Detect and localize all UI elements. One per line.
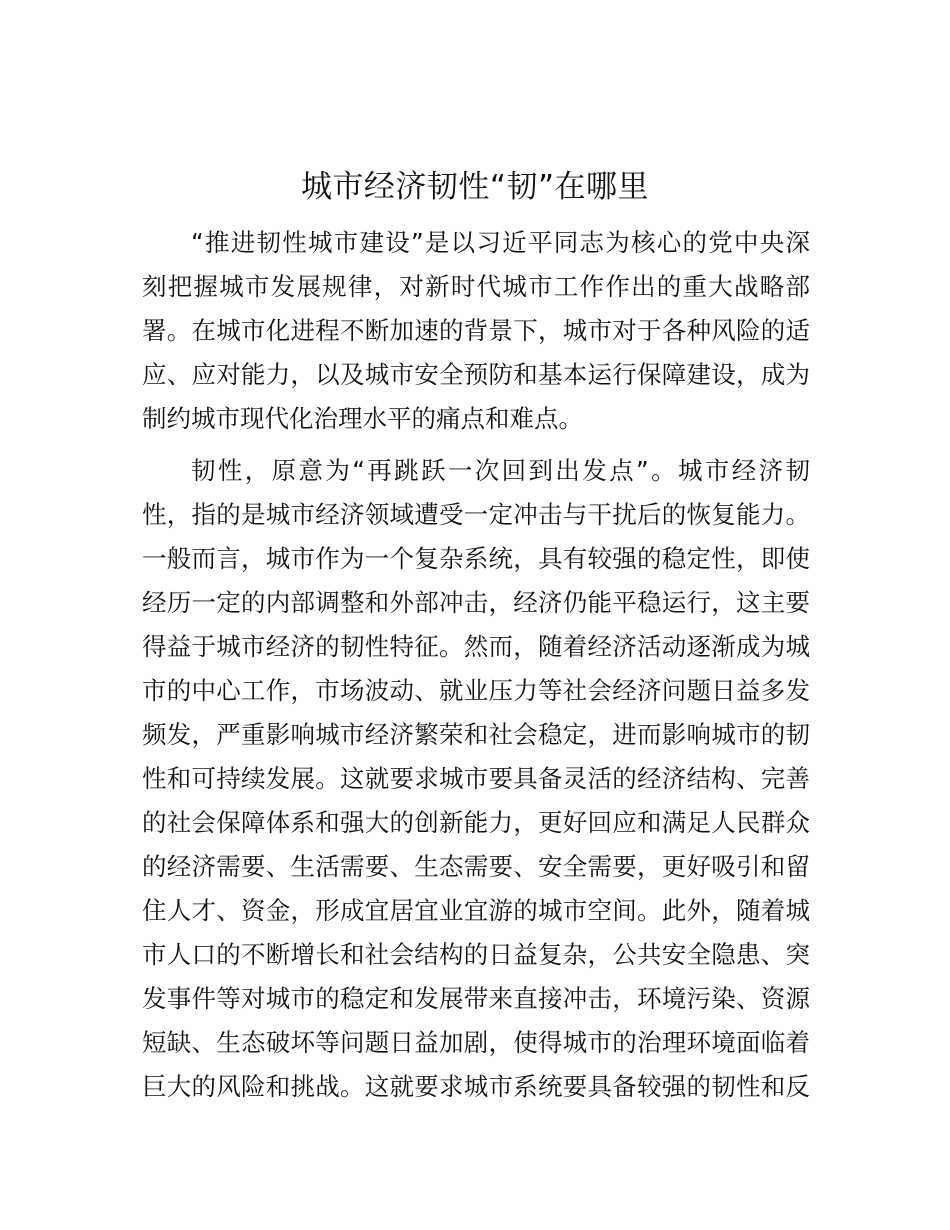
paragraph-2-line-14: 短缺、生态破坏等问题日益加剧，使得城市的治理环境面临着: [142, 1028, 810, 1057]
paragraph-2-line-2: 性，指的是城市经济领域遭受一定冲击与干扰后的恢复能力。: [142, 500, 810, 529]
paragraph-2-line-4: 经历一定的内部调整和外部冲击，经济仍能平稳运行，这主要: [142, 588, 810, 617]
paragraph-2-line-15: 巨大的风险和挑战。这就要求城市系统要具备较强的韧性和反: [142, 1072, 810, 1101]
paragraph-2-line-12: 市人口的不断增长和社会结构的日益复杂，公共安全隐患、突: [142, 940, 810, 969]
paragraph-2-line-6: 市的中心工作，市场波动、就业压力等社会经济问题日益多发: [142, 676, 810, 705]
paragraph-2-line-13: 发事件等对城市的稳定和发展带来直接冲击，环境污染、资源: [142, 984, 810, 1013]
paragraph-1-line-3: 署。在城市化进程不断加速的背景下，城市对于各种风险的适: [142, 316, 810, 345]
paragraph-1-line-1: “推进韧性城市建设”是以习近平同志为核心的党中央深: [191, 228, 810, 257]
paragraph-2-line-5: 得益于城市经济的韧性特征。然而，随着经济活动逐渐成为城: [142, 632, 810, 661]
paragraph-1-line-4: 应、应对能力，以及城市安全预防和基本运行保障建设，成为: [142, 360, 810, 389]
paragraph-2-line-11: 住人才、资金，形成宜居宜业宜游的城市空间。此外，随着城: [142, 896, 810, 925]
paragraph-2-line-1: 韧性，原意为“再跳跃一次回到出发点”。城市经济韧: [191, 456, 810, 485]
paragraph-2-line-8: 性和可持续发展。这就要求城市要具备灵活的经济结构、完善: [142, 764, 810, 793]
paragraph-2-line-10: 的经济需要、生活需要、生态需要、安全需要，更好吸引和留: [142, 852, 810, 881]
paragraph-1-line-5: 制约城市现代化治理水平的痛点和难点。: [142, 404, 583, 433]
paragraph-2-line-7: 频发，严重影响城市经济繁荣和社会稳定，进而影响城市的韧: [142, 720, 810, 749]
paragraph-2-line-3: 一般而言，城市作为一个复杂系统，具有较强的稳定性，即使: [142, 544, 810, 573]
paragraph-2-line-9: 的社会保障体系和强大的创新能力，更好回应和满足人民群众: [142, 808, 810, 837]
paragraph-1-line-2: 刻把握城市发展规律，对新时代城市工作作出的重大战略部: [142, 272, 810, 301]
document-title: 城市经济韧性“韧”在哪里: [300, 169, 650, 205]
